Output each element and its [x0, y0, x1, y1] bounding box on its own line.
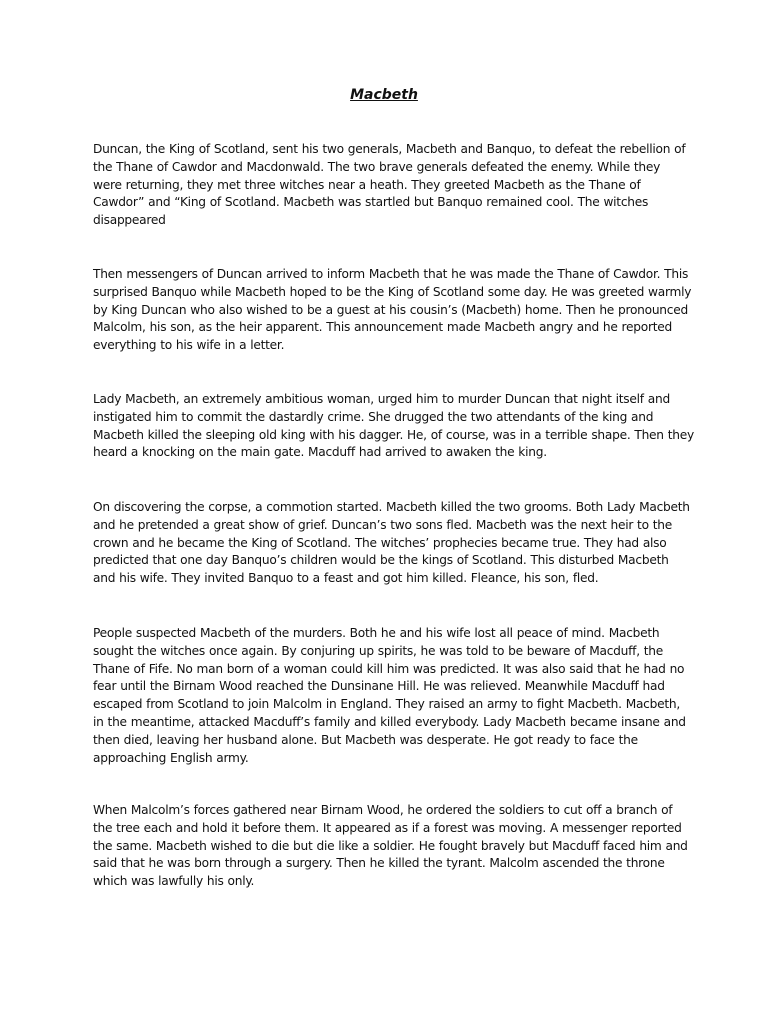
paragraph-line: Cawdor” and “King of Scotland. Macbeth was startled but Banquo remained cool. The witches — [93, 195, 649, 210]
paragraph-6 — [93, 802, 688, 891]
paragraph-line: Malcolm, his son, as the heir apparent. This announcement made Macbeth angry and he reported — [93, 320, 672, 335]
paragraph-line: crown and he became the King of Scotland. The witches’ prophecies became true. They had also — [93, 535, 667, 550]
paragraph-line: sought the witches once again. By conjuring up spirits, he was told to be beware of Macduff, the — [93, 643, 664, 658]
paragraph-4 — [93, 499, 690, 588]
paragraph-line: then died, leaving her husband alone. But Macbeth was desperate. He got ready to face the — [93, 732, 638, 747]
paragraph-line: Lady Macbeth, an extremely ambitious woman, urged him to murder Duncan that night itself and — [93, 392, 670, 406]
paragraph-line: and his wife. They invited Banquo to a feast and got him killed. Fleance, his son, fled. — [93, 571, 599, 586]
paragraph-line: heard a knocking on the main gate. Macduff had arrived to awaken the king. — [93, 445, 547, 460]
paragraph-line: Then messengers of Duncan arrived to inform Macbeth that he was made the Thane of Cawdor. This — [93, 267, 689, 281]
paragraph-line: the tree each and hold it before them. It appeared as if a forest was moving. A messenger reported — [93, 820, 682, 835]
paragraph-line: People suspected Macbeth of the murders. Both he and his wife lost all peace of mind. Macbeth — [93, 626, 660, 640]
document-title: Macbeth — [350, 87, 418, 103]
paragraph-1 — [93, 141, 686, 230]
paragraph-3 — [93, 391, 694, 462]
paragraph-line: Duncan, the King of Scotland, sent his two generals, Macbeth and Banquo, to defeat the rebellion of — [93, 142, 686, 156]
paragraph-line: everything to his wife in a letter. — [93, 338, 285, 353]
paragraph-line: Thane of Fife. No man born of a woman could kill him was predicted. It was also said that he had no — [93, 661, 685, 676]
paragraph-line: said that he was born through a surgery. Then he killed the tyrant. Malcolm ascended the throne — [93, 856, 665, 871]
paragraph-line: which was lawfully his only. — [93, 874, 255, 889]
paragraph-line: the Thane of Cawdor and Macdonwald. The two brave generals defeated the enemy. While they — [93, 159, 661, 174]
paragraph-line: predicted that one day Banquo’s children would be the kings of Scotland. This disturbed Macbeth — [93, 553, 669, 568]
paragraph-line: were returning, they met three witches near a heath. They greeted Macbeth as the Thane of — [93, 177, 641, 192]
paragraph-line: escaped from Scotland to join Malcolm in England. They raised an army to fight Macbeth. Macbeth, — [93, 697, 680, 712]
paragraph-line: Macbeth killed the sleeping old king with his dagger. He, of course, was in a terrible shape. Then they — [93, 427, 694, 442]
paragraph-2 — [93, 266, 692, 355]
paragraph-line: surprised Banquo while Macbeth hoped to be the King of Scotland some day. He was greeted warmly — [93, 284, 692, 299]
paragraph-line: approaching English army. — [93, 750, 249, 765]
paragraph-line: disappeared — [93, 213, 166, 228]
paragraph-line: instigated him to commit the dastardly crime. She drugged the two attendants of the king and — [93, 409, 654, 424]
paragraph-line: the same. Macbeth wished to die but die like a soldier. He fought bravely but Macduff faced him and — [93, 838, 688, 853]
paragraph-5 — [93, 625, 686, 767]
paragraph-line: fear until the Birnam Wood reached the Dunsinane Hill. He was relieved. Meanwhile Macduff had — [93, 679, 665, 694]
paragraph-line: On discovering the corpse, a commotion started. Macbeth killed the two grooms. Both Lady Macbeth — [93, 500, 690, 514]
paragraph-line: When Malcolm’s forces gathered near Birnam Wood, he ordered the soldiers to cut off a branch of — [93, 803, 673, 817]
paragraph-line: in the meantime, attacked Macduff’s family and killed everybody. Lady Macbeth became insane and — [93, 714, 686, 729]
paragraph-line: and he pretended a great show of grief. Duncan’s two sons fled. Macbeth was the next heir to the — [93, 517, 672, 532]
paragraph-line: by King Duncan who also wished to be a guest at his cousin’s (Macbeth) home. Then he pronounced — [93, 302, 688, 317]
